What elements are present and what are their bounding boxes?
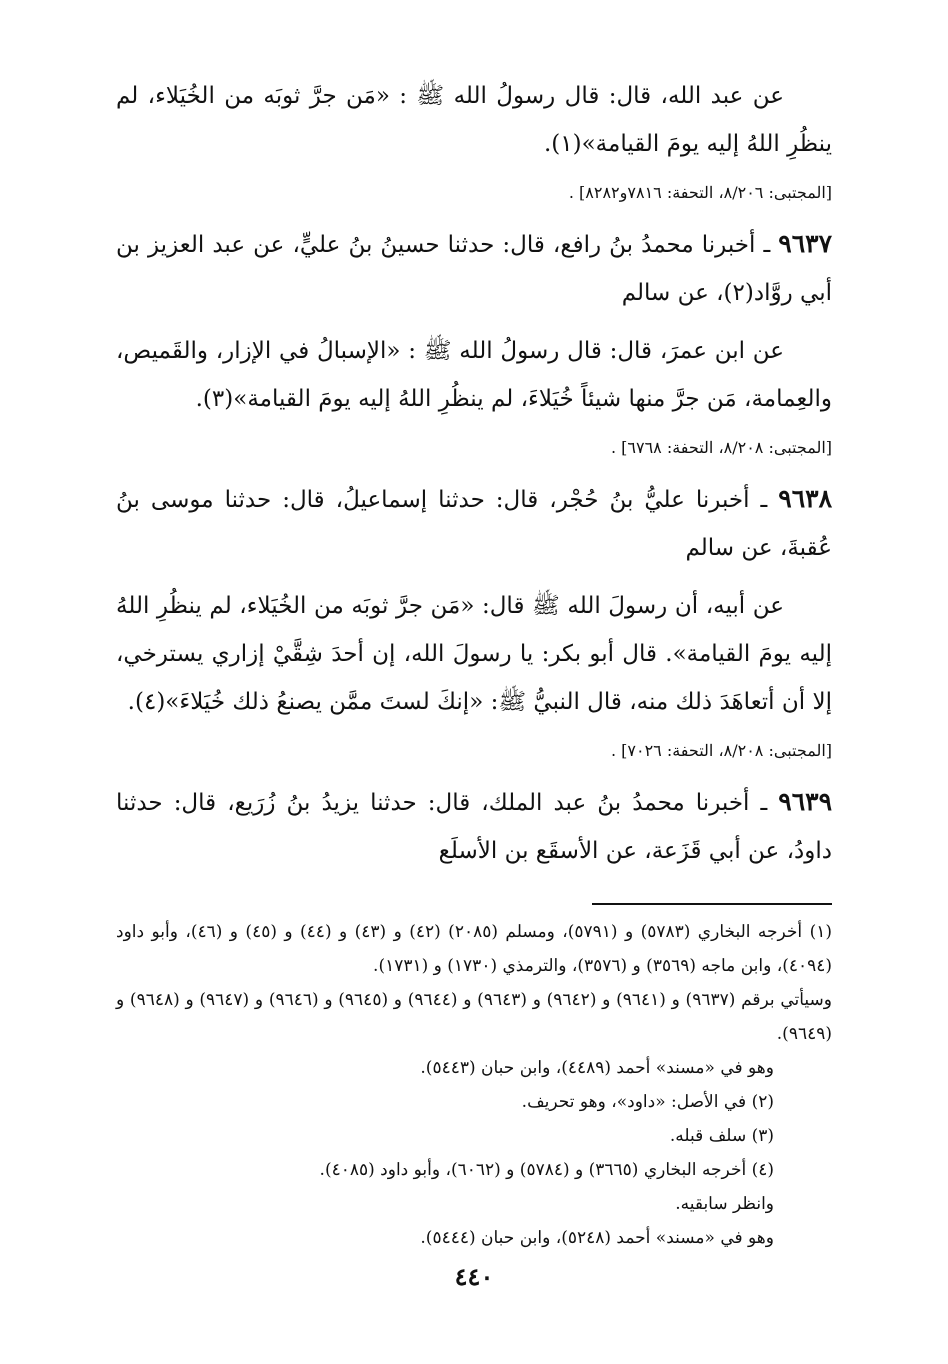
reference-line: [المجتبى: ٨/٢٠٦، التحفة: ٧٨١٦و٨٢٨٢] . bbox=[568, 183, 832, 202]
footnote-divider bbox=[592, 903, 832, 905]
hadith-number: ٩٦٣٧ bbox=[778, 229, 832, 258]
isnad-text: ـ أخبرنا محمدُ بنُ رافع، قال: حدثنا حسينُ بنُ عليٍّ، عن عبد العزيز بن أبي روَّاد(٢)، عن سالم bbox=[116, 232, 832, 306]
hadith-isnad bbox=[116, 475, 832, 572]
reference-line: [المجتبى: ٨/٢٠٨، التحفة: ٧٠٢٦] . bbox=[610, 741, 832, 760]
footnote: وهو في «مسند» أحمد (٤٤٨٩)، وابن حبان (٥٤٤٣). bbox=[420, 1058, 774, 1078]
reference-line: [المجتبى: ٨/٢٠٨، التحفة: ٦٧٦٨] . bbox=[610, 438, 832, 457]
hadith-isnad bbox=[116, 220, 832, 317]
footnote: وسيأتي برقم (٩٦٣٧) و (٩٦٤١) و (٩٦٤٢) و (٩٦٤٣) و (٩٦٤٤) و (٩٦٤٥) و (٩٦٤٦) و (٩٦٤٧) و (٩٦٤٨) و (٩٦٤٩). bbox=[116, 990, 832, 1044]
hadith-text: عن عبد الله، قال: قال رسولُ الله ﷺ : «مَن جرَّ ثوبَه من الخُيَلاء، لم ينظُرِ اللهُ إليه يومَ القيامة»(١). bbox=[116, 83, 832, 157]
hadith-number: ٩٦٣٩ bbox=[778, 787, 832, 816]
footnote: وهو في «مسند» أحمد (٥٢٤٨)، وابن حبان (٥٤٤٤). bbox=[420, 1228, 774, 1248]
footnote: وانظر سابقيه. bbox=[675, 1194, 774, 1214]
isnad-text: ـ أخبرنا عليُّ بنُ حُجْر، قال: حدثنا إسماعيلُ، قال: حدثنا موسى بنُ عُقبةَ، عن سالم bbox=[116, 487, 832, 561]
hadith-text: عن أبيه، أن رسولَ الله ﷺ قال: «مَن جرَّ ثوبَه من الخُيَلاء، لم ينظُرِ اللهُ إليه يومَ القيامة». قال أبو بكر: يا رسولَ الله، إن أحدَ شِقَّيْ إزاري يسترخي، إلا أن أتعاهَدَ ذلك منه، قال النبيُّ ﷺ: «إنكَ لستَ ممَّن يصنعُ ذلك خُيَلاءَ»(٤). bbox=[116, 593, 832, 715]
hadith-number: ٩٦٣٨ bbox=[778, 484, 832, 513]
footnote: (١) أخرجه البخاري (٥٧٨٣) و (٥٧٩١)، ومسلم (٢٠٨٥) (٤٢) و (٤٣) و (٤٤) و (٤٥) و (٤٦)، وأبو داود (٤٠٩٤)، وابن ماجه (٣٥٦٩) و (٣٥٧٦)، والترمذي (١٧٣٠) و (١٧٣١). bbox=[116, 922, 832, 976]
page-content bbox=[116, 72, 832, 1255]
footnote: (٢) في الأصل: «داود»، وهو تحريف. bbox=[521, 1092, 774, 1112]
footnote: (٤) أخرجه البخاري (٣٦٦٥) و (٥٧٨٤) و (٦٠٦٢)، وأبو داود (٤٠٨٥). bbox=[319, 1160, 774, 1180]
isnad-text: ـ أخبرنا محمدُ بنُ عبد الملك، قال: حدثنا يزيدُ بنُ زُرَيع، قال: حدثنا داودُ، عن أبي قَزَعة، عن الأسقَع بن الأسلَع bbox=[116, 790, 832, 864]
page-number: ٤٤٠ bbox=[454, 1262, 494, 1291]
hadith-isnad bbox=[116, 778, 832, 875]
hadith-text: عن ابن عمرَ، قال: قال رسولُ الله ﷺ : «الإسبالُ في الإزار، والقَميص، والعِمامة، مَن جرَّ منها شيئاً خُيَلاءَ، لم ينظُرِ اللهُ إليه يومَ القيامة»(٣). bbox=[116, 338, 832, 412]
footnote: (٣) سلف قبله. bbox=[669, 1126, 774, 1146]
